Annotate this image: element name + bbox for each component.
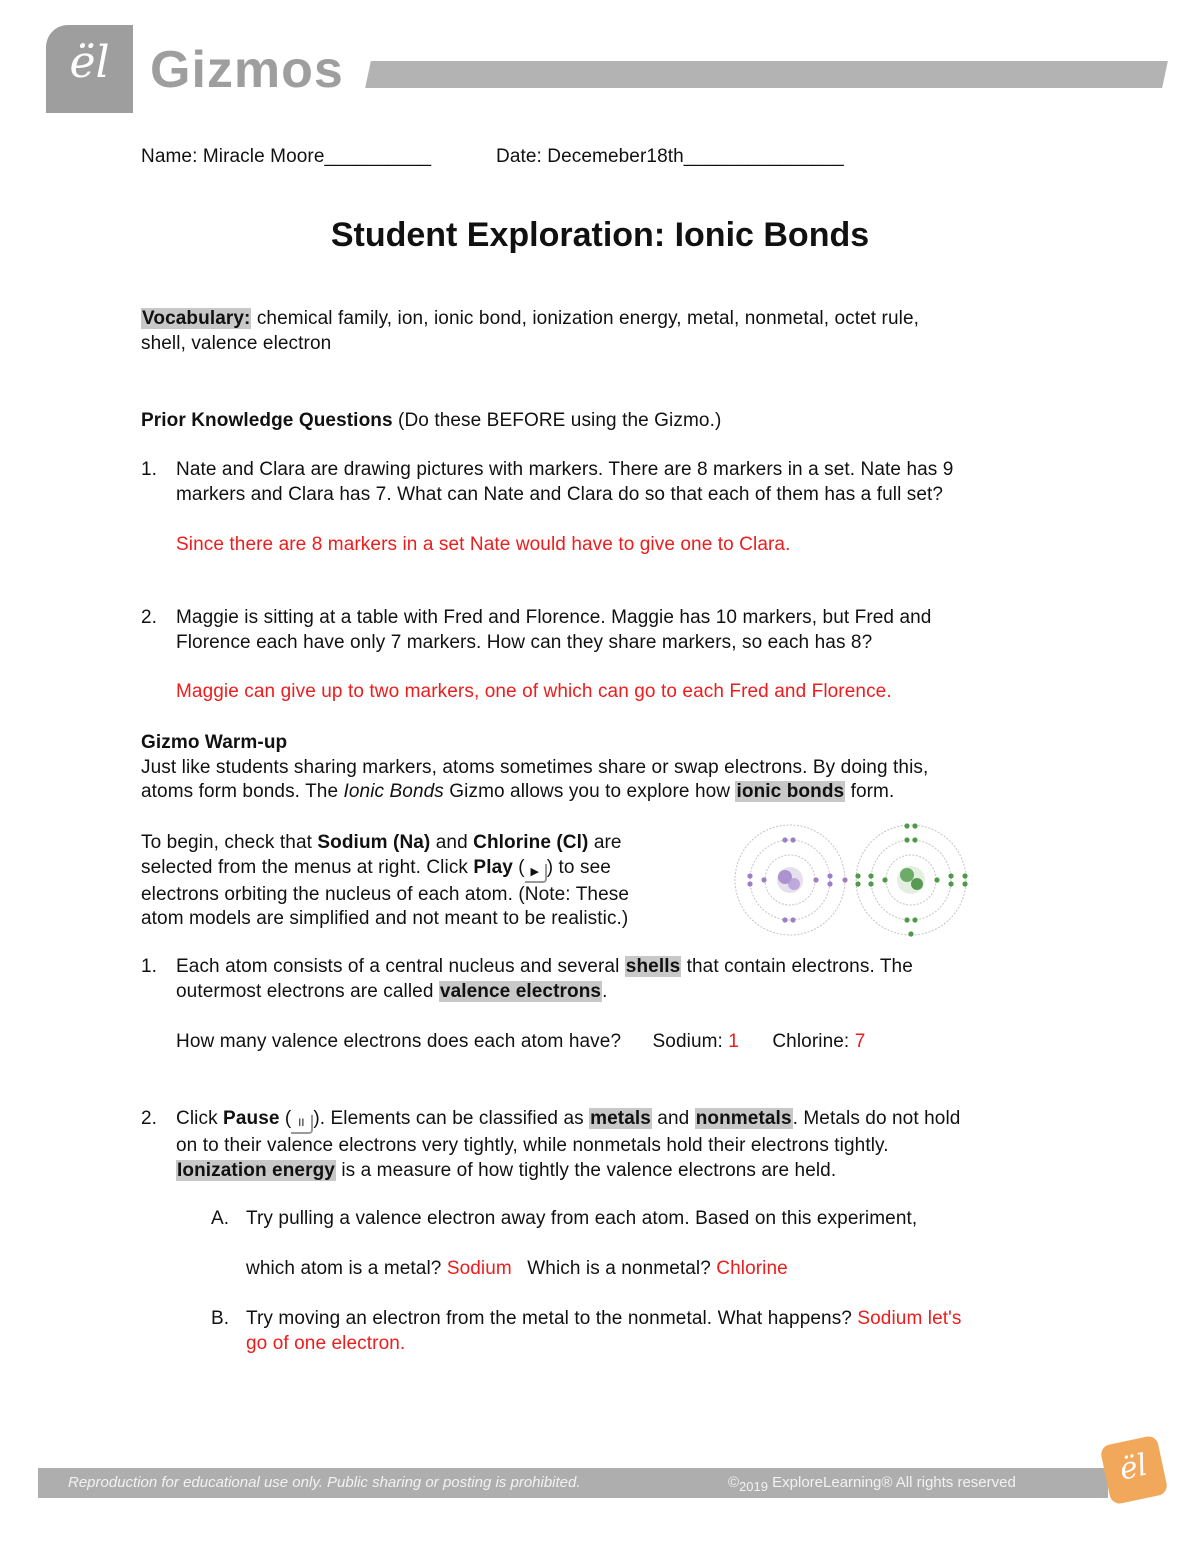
vocab-highlight: shells [625,956,681,977]
question-text: markers and Clara has 7. What can Nate and Clara do so that each of them has a full set? [176,483,944,505]
text: and [430,832,474,853]
nonmetal-answer: Chlorine [716,1258,788,1279]
text: . Metals do not hold [792,1108,961,1129]
text: ) to see [546,856,611,878]
text: . [602,980,608,1002]
answer: Sodium let's [857,1308,962,1329]
copyright-year: 2019 [739,1479,768,1494]
text: on to their valence electrons very tightly, while nonmetals hold their electrons tightly. [176,1135,889,1156]
date-field[interactable] [496,145,844,170]
date-label: Date: Decemeber18th_______________ [496,146,844,167]
text: How many valence electrons does each atom have? [176,1031,622,1052]
header-bar [365,61,1168,88]
text: ( [512,856,525,878]
text: ( [279,1108,292,1129]
answer-2: Maggie can give up to two markers, one of which can go to each Fred and Florence. [176,681,892,702]
vocab-highlight: Ionization energy [177,1159,335,1181]
sodium-answer: 1 [728,1031,739,1052]
prior-knowledge-note: (Do these BEFORE using the Gizmo.) [392,410,722,431]
prior-question-2 [141,606,1071,655]
text: that contain electrons. The [681,956,913,977]
atom-models-diagram [733,820,983,938]
answer: go of one electron. [246,1332,406,1354]
chlorine-label: Chlorine: [772,1031,855,1052]
vocabulary-section [141,307,1041,356]
chlorine-answer: 7 [854,1031,866,1052]
gizmo-name: Ionic Bonds [343,781,444,802]
el-logo-icon: ël [1116,1447,1151,1488]
vocab-highlight: metals [590,1108,651,1129]
text: selected from the menus at right. Click [141,856,474,878]
text: Try moving an electron from the metal to the nonmetal. What happens? [246,1308,858,1329]
prior-knowledge-heading [141,409,721,434]
text: which atom is a metal? [246,1258,447,1279]
question-number: 2. [141,607,158,628]
text: ). Elements can be classified as [313,1108,590,1129]
warmup-text: form. [845,781,895,802]
name-label: Name: Miracle Moore__________ [141,146,432,167]
text: Click [176,1108,224,1129]
vocabulary-terms-cont: shell, valence electron [141,332,332,354]
metal-answer: Sodium [446,1258,512,1279]
sodium-label: Sodium: [652,1031,729,1052]
warmup-instructions [141,831,711,932]
part-a-answers [246,1257,788,1282]
prior-knowledge-title: Prior Knowledge Questions [141,410,393,431]
question-number: 2. [141,1108,158,1129]
text: and [651,1108,695,1129]
footer-copyright [728,1474,1016,1494]
text: Try pulling a valence electron away from each atom. Based on this experiment, [246,1208,918,1229]
part-b [211,1307,1071,1356]
name-field[interactable] [141,145,431,170]
text: To begin, check that [141,832,318,853]
question-text: Nate and Clara are drawing pictures with markers. There are 8 markers in a set. Nate has 9 [176,459,954,480]
activity-question-1 [141,955,1071,1004]
play-icon: ▶ [525,864,547,883]
text: Which is a nonmetal? [527,1258,717,1279]
vocabulary-terms: chemical family, ion, ionic bond, ionization energy, metal, nonmetal, octet rule, [251,308,920,329]
footer-logo [1099,1435,1168,1506]
pause-icon: II [291,1115,313,1134]
answer-1: Since there are 8 markers in a set Nate would have to give one to Clara. [176,534,791,555]
part-letter: B. [211,1308,230,1329]
copyright-text: ExploreLearning® All rights reserved [767,1474,1016,1491]
prior-question-1 [141,458,1071,507]
play-label: Play [473,856,513,878]
vocab-highlight: ionic bonds [736,781,845,802]
page-title: Student Exploration: Ionic Bonds [330,216,870,254]
text: are [588,832,622,853]
question-text: Maggie is sitting at a table with Fred and Florence. Maggie has 10 markers, but Fred and [176,607,932,628]
part-a [211,1207,917,1232]
vocab-highlight: valence electrons [439,980,602,1002]
part-letter: A. [211,1208,230,1229]
brand-name: Gizmos [150,41,344,99]
text: atom models are simplified and not meant to be realistic.) [141,908,629,929]
footer-disclaimer: Reproduction for educational use only. Public sharing or posting is prohibited. [68,1474,581,1491]
gizmos-logo [46,25,133,113]
activity-question-2 [141,1107,1081,1183]
el-logo-icon: ël [69,37,110,88]
warmup-text: Gizmo allows you to explore how [443,781,736,802]
warmup-text: atoms form bonds. The [141,781,344,802]
sodium-label: Sodium (Na) [317,832,431,853]
valence-question [176,1030,1076,1055]
text: outermost electrons are called [176,980,439,1002]
question-number: 1. [141,459,158,480]
vocabulary-label: Vocabulary: [142,308,251,329]
question-text: Florence each have only 7 markers. How can they share markers, so each has 8? [176,631,873,653]
text: Each atom consists of a central nucleus and several [176,956,625,977]
copyright-symbol: © [728,1474,740,1491]
text: electrons orbiting the nucleus of each atom. (Note: These [141,883,630,905]
chlorine-label: Chlorine (Cl) [473,832,589,853]
warmup-section [141,731,1071,805]
warmup-heading: Gizmo Warm-up [141,732,288,753]
warmup-text: Just like students sharing markers, atoms sometimes share or swap electrons. By doing this, [141,756,929,778]
vocab-highlight: nonmetals [695,1108,792,1129]
pause-label: Pause [223,1108,280,1129]
text: is a measure of how tightly the valence electrons are held. [335,1159,837,1181]
question-number: 1. [141,956,158,977]
